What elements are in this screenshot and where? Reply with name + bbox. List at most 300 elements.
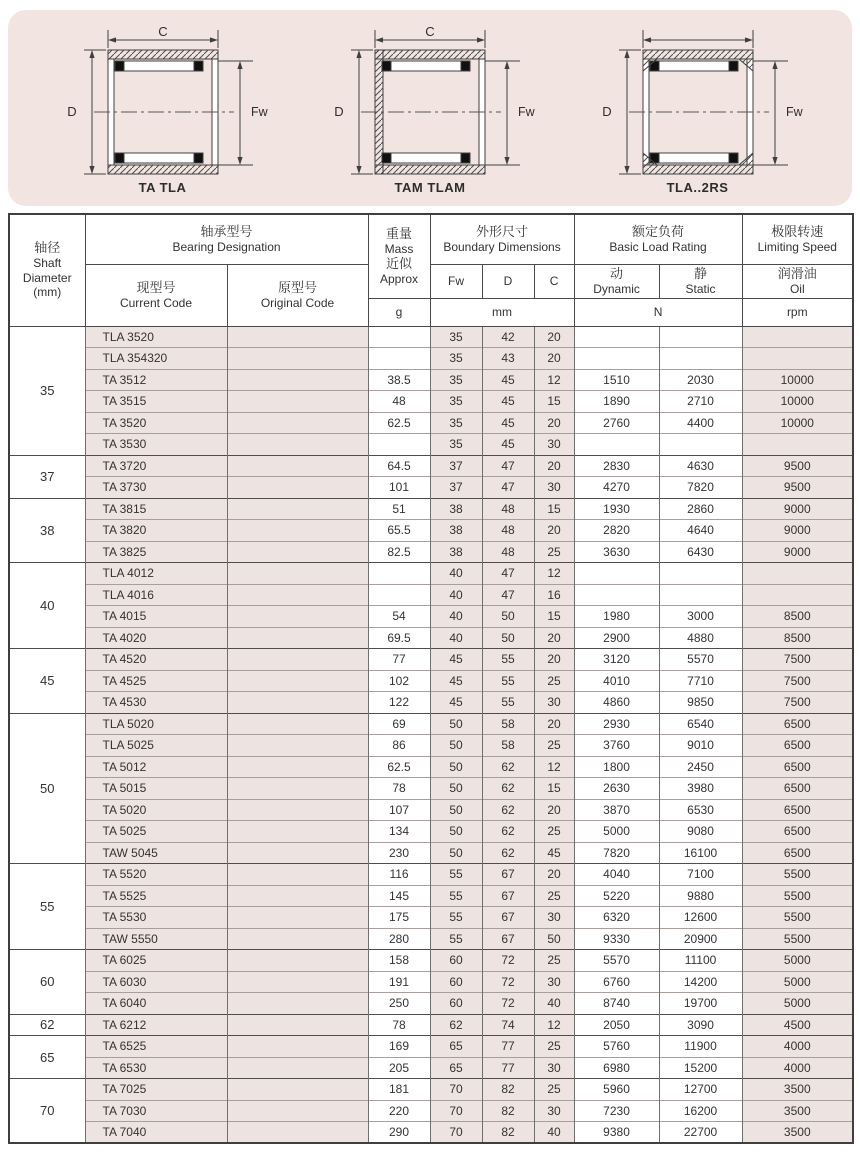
original-code-cell <box>227 348 368 370</box>
c-cell: 25 <box>534 821 574 843</box>
oil-speed-cell: 9500 <box>742 477 853 499</box>
current-code-cell: TLA 354320 <box>85 348 227 370</box>
fw-cell: 70 <box>430 1122 482 1144</box>
original-code-cell <box>227 326 368 348</box>
oil-speed-cell: 6500 <box>742 778 853 800</box>
c-cell: 15 <box>534 606 574 628</box>
shaft-diameter-cell: 62 <box>9 1014 85 1036</box>
fw-cell: 38 <box>430 498 482 520</box>
shaft-diameter-cell: 60 <box>9 950 85 1015</box>
dim-c <box>643 30 753 48</box>
fw-cell: 45 <box>430 692 482 714</box>
mass-cell: 220 <box>368 1100 430 1122</box>
oil-speed-cell: 7500 <box>742 670 853 692</box>
current-code-cell: TA 7040 <box>85 1122 227 1144</box>
dynamic-load-cell: 5000 <box>574 821 659 843</box>
original-code-cell <box>227 1100 368 1122</box>
shaft-diameter-cell: 37 <box>9 455 85 498</box>
static-load-cell: 16200 <box>659 1100 742 1122</box>
dynamic-load-cell: 1800 <box>574 756 659 778</box>
oil-speed-cell: 5000 <box>742 993 853 1015</box>
current-code-cell: TA 4015 <box>85 606 227 628</box>
static-load-cell: 15200 <box>659 1057 742 1079</box>
c-cell: 45 <box>534 842 574 864</box>
table-row <box>9 756 853 778</box>
oil-speed-cell: 6500 <box>742 735 853 757</box>
original-code-cell <box>227 928 368 950</box>
dim-fw <box>214 61 253 165</box>
unit-mass: g <box>368 298 430 326</box>
table-row <box>9 1079 853 1101</box>
d-cell: 72 <box>482 950 534 972</box>
dynamic-load-cell: 3760 <box>574 735 659 757</box>
dynamic-load-cell: 1930 <box>574 498 659 520</box>
mass-cell: 230 <box>368 842 430 864</box>
original-code-cell <box>227 369 368 391</box>
header-fw: Fw <box>430 264 482 298</box>
fw-cell: 37 <box>430 455 482 477</box>
table-row <box>9 950 853 972</box>
fw-cell: 70 <box>430 1100 482 1122</box>
table-row <box>9 821 853 843</box>
table-row <box>9 1014 853 1036</box>
d-cell: 77 <box>482 1057 534 1079</box>
mass-cell: 65.5 <box>368 520 430 542</box>
table-row <box>9 1122 853 1144</box>
fw-cell: 50 <box>430 842 482 864</box>
original-code-cell <box>227 842 368 864</box>
dynamic-load-cell <box>574 563 659 585</box>
current-code-cell: TA 3515 <box>85 391 227 413</box>
original-code-cell <box>227 971 368 993</box>
oil-speed-cell: 6500 <box>742 756 853 778</box>
original-code-cell <box>227 584 368 606</box>
mass-cell: 64.5 <box>368 455 430 477</box>
static-load-cell: 4400 <box>659 412 742 434</box>
original-code-cell <box>227 692 368 714</box>
shaft-diameter-cell: 70 <box>9 1079 85 1144</box>
table-row <box>9 713 853 735</box>
header-dynamic: 动 Dynamic <box>574 264 659 298</box>
mass-cell: 175 <box>368 907 430 929</box>
original-code-cell <box>227 821 368 843</box>
mass-cell <box>368 348 430 370</box>
static-load-cell: 14200 <box>659 971 742 993</box>
diagram-caption: TLA..2RS <box>666 179 729 195</box>
current-code-cell: TA 3520 <box>85 412 227 434</box>
fw-cell: 50 <box>430 821 482 843</box>
table-row <box>9 864 853 886</box>
current-code-cell: TA 5025 <box>85 821 227 843</box>
original-code-cell <box>227 477 368 499</box>
mass-cell: 169 <box>368 1036 430 1058</box>
unit-load: N <box>574 298 742 326</box>
header-shaft-diameter: 轴径 Shaft Diameter (mm) <box>9 214 85 326</box>
oil-speed-cell: 4500 <box>742 1014 853 1036</box>
dim-label-d: D <box>334 103 344 119</box>
unit-speed: rpm <box>742 298 853 326</box>
d-cell: 72 <box>482 971 534 993</box>
d-cell: 62 <box>482 842 534 864</box>
mass-cell: 78 <box>368 778 430 800</box>
c-cell: 30 <box>534 692 574 714</box>
static-load-cell: 4640 <box>659 520 742 542</box>
fw-cell: 35 <box>430 348 482 370</box>
table-row <box>9 477 853 499</box>
original-code-cell <box>227 735 368 757</box>
current-code-cell: TA 7030 <box>85 1100 227 1122</box>
original-code-cell <box>227 713 368 735</box>
d-cell: 47 <box>482 455 534 477</box>
c-cell: 25 <box>534 735 574 757</box>
static-load-cell: 9010 <box>659 735 742 757</box>
mass-cell: 78 <box>368 1014 430 1036</box>
shaft-diameter-cell: 40 <box>9 563 85 649</box>
d-cell: 62 <box>482 821 534 843</box>
oil-speed-cell: 10000 <box>742 369 853 391</box>
d-cell: 45 <box>482 412 534 434</box>
dynamic-load-cell: 5570 <box>574 950 659 972</box>
dynamic-load-cell <box>574 584 659 606</box>
dynamic-load-cell: 9380 <box>574 1122 659 1144</box>
oil-speed-cell: 6500 <box>742 713 853 735</box>
original-code-cell <box>227 520 368 542</box>
dynamic-load-cell: 1980 <box>574 606 659 628</box>
fw-cell: 55 <box>430 928 482 950</box>
dynamic-load-cell: 4860 <box>574 692 659 714</box>
current-code-cell: TA 5012 <box>85 756 227 778</box>
c-cell: 30 <box>534 477 574 499</box>
static-load-cell: 5570 <box>659 649 742 671</box>
c-cell: 20 <box>534 649 574 671</box>
mass-cell: 69 <box>368 713 430 735</box>
d-cell: 82 <box>482 1079 534 1101</box>
d-cell: 58 <box>482 735 534 757</box>
bearing-table-body <box>9 326 853 1143</box>
header-limiting-speed: 极限转速 Limiting Speed <box>742 214 853 264</box>
static-load-cell <box>659 434 742 456</box>
dynamic-load-cell: 2930 <box>574 713 659 735</box>
table-row <box>9 735 853 757</box>
d-cell: 45 <box>482 434 534 456</box>
bearing-cross-section-drawing <box>583 24 813 182</box>
header-static: 静 Static <box>659 264 742 298</box>
bearing-cross-section-drawing <box>315 24 545 182</box>
original-code-cell <box>227 563 368 585</box>
static-load-cell: 7820 <box>659 477 742 499</box>
c-cell: 25 <box>534 541 574 563</box>
current-code-cell: TA 5020 <box>85 799 227 821</box>
oil-speed-cell: 7500 <box>742 649 853 671</box>
c-cell: 20 <box>534 326 574 348</box>
oil-speed-cell <box>742 563 853 585</box>
header-basic-load-rating: 额定负荷 Basic Load Rating <box>574 214 742 264</box>
oil-speed-cell: 7500 <box>742 692 853 714</box>
c-cell: 15 <box>534 391 574 413</box>
c-cell: 12 <box>534 1014 574 1036</box>
original-code-cell <box>227 541 368 563</box>
original-code-cell <box>227 649 368 671</box>
static-load-cell: 3980 <box>659 778 742 800</box>
d-cell: 48 <box>482 520 534 542</box>
diagram-caption: TAM TLAM <box>394 179 466 195</box>
mass-cell: 290 <box>368 1122 430 1144</box>
current-code-cell: TA 5015 <box>85 778 227 800</box>
dynamic-load-cell: 7230 <box>574 1100 659 1122</box>
d-cell: 62 <box>482 778 534 800</box>
d-cell: 58 <box>482 713 534 735</box>
bearing-diagram-2 <box>311 24 549 195</box>
d-cell: 50 <box>482 606 534 628</box>
fw-cell: 50 <box>430 713 482 735</box>
d-cell: 47 <box>482 563 534 585</box>
bearing-diagram-1 <box>44 24 282 195</box>
fw-cell: 50 <box>430 778 482 800</box>
table-row <box>9 885 853 907</box>
current-code-cell: TA 4530 <box>85 692 227 714</box>
d-cell: 47 <box>482 477 534 499</box>
original-code-cell <box>227 778 368 800</box>
d-cell: 74 <box>482 1014 534 1036</box>
bearing-spec-table <box>8 213 854 1144</box>
fw-cell: 65 <box>430 1057 482 1079</box>
dynamic-load-cell: 4040 <box>574 864 659 886</box>
table-row <box>9 1036 853 1058</box>
fw-cell: 55 <box>430 864 482 886</box>
table-row <box>9 455 853 477</box>
c-cell: 20 <box>534 520 574 542</box>
current-code-cell: TA 4520 <box>85 649 227 671</box>
c-cell: 20 <box>534 713 574 735</box>
c-cell: 20 <box>534 412 574 434</box>
fw-cell: 35 <box>430 369 482 391</box>
header-mass: 重量 Mass 近似 Approx <box>368 214 430 298</box>
dynamic-load-cell: 2900 <box>574 627 659 649</box>
fw-cell: 60 <box>430 993 482 1015</box>
original-code-cell <box>227 950 368 972</box>
table-row <box>9 369 853 391</box>
fw-cell: 65 <box>430 1036 482 1058</box>
current-code-cell: TAW 5550 <box>85 928 227 950</box>
table-row <box>9 326 853 348</box>
original-code-cell <box>227 1079 368 1101</box>
table-row <box>9 563 853 585</box>
table-row <box>9 907 853 929</box>
d-cell: 82 <box>482 1100 534 1122</box>
header-current-code: 现型号 Current Code <box>85 264 227 326</box>
table-row <box>9 670 853 692</box>
bearing-diagrams-panel <box>8 10 852 206</box>
dynamic-load-cell: 1890 <box>574 391 659 413</box>
fw-cell: 55 <box>430 885 482 907</box>
c-cell: 30 <box>534 1100 574 1122</box>
current-code-cell: TA 6040 <box>85 993 227 1015</box>
shaft-diameter-cell: 45 <box>9 649 85 714</box>
shaft-diameter-cell: 50 <box>9 713 85 864</box>
dynamic-load-cell: 9330 <box>574 928 659 950</box>
shaft-diameter-cell: 35 <box>9 326 85 455</box>
table-row <box>9 606 853 628</box>
mass-cell: 250 <box>368 993 430 1015</box>
fw-cell: 60 <box>430 950 482 972</box>
dynamic-load-cell: 8740 <box>574 993 659 1015</box>
static-load-cell: 20900 <box>659 928 742 950</box>
current-code-cell: TA 3815 <box>85 498 227 520</box>
mass-cell: 102 <box>368 670 430 692</box>
c-cell: 25 <box>534 1036 574 1058</box>
shaft-diameter-cell: 38 <box>9 498 85 563</box>
static-load-cell <box>659 563 742 585</box>
oil-speed-cell <box>742 584 853 606</box>
static-load-cell: 4630 <box>659 455 742 477</box>
dynamic-load-cell: 2760 <box>574 412 659 434</box>
table-row <box>9 1057 853 1079</box>
table-row <box>9 971 853 993</box>
dynamic-load-cell <box>574 434 659 456</box>
static-load-cell <box>659 348 742 370</box>
oil-speed-cell: 5500 <box>742 864 853 886</box>
oil-speed-cell: 10000 <box>742 412 853 434</box>
oil-speed-cell: 8500 <box>742 606 853 628</box>
mass-cell: 134 <box>368 821 430 843</box>
mass-cell: 86 <box>368 735 430 757</box>
original-code-cell <box>227 864 368 886</box>
fw-cell: 38 <box>430 520 482 542</box>
dynamic-load-cell: 7820 <box>574 842 659 864</box>
oil-speed-cell: 5000 <box>742 971 853 993</box>
c-cell: 30 <box>534 434 574 456</box>
mass-cell: 48 <box>368 391 430 413</box>
original-code-cell <box>227 907 368 929</box>
current-code-cell: TLA 3520 <box>85 326 227 348</box>
dim-fw <box>481 61 520 165</box>
mass-cell: 145 <box>368 885 430 907</box>
dynamic-load-cell: 4270 <box>574 477 659 499</box>
oil-speed-cell: 3500 <box>742 1122 853 1144</box>
mass-cell <box>368 563 430 585</box>
table-header <box>9 214 853 326</box>
dynamic-load-cell: 6760 <box>574 971 659 993</box>
d-cell: 45 <box>482 391 534 413</box>
oil-speed-cell <box>742 326 853 348</box>
mass-cell: 107 <box>368 799 430 821</box>
mass-cell: 116 <box>368 864 430 886</box>
static-load-cell: 9080 <box>659 821 742 843</box>
dynamic-load-cell: 2830 <box>574 455 659 477</box>
d-cell: 42 <box>482 326 534 348</box>
table-row <box>9 993 853 1015</box>
current-code-cell: TAW 5045 <box>85 842 227 864</box>
table-row <box>9 541 853 563</box>
mass-cell: 205 <box>368 1057 430 1079</box>
current-code-cell: TA 6030 <box>85 971 227 993</box>
original-code-cell <box>227 391 368 413</box>
oil-speed-cell: 10000 <box>742 391 853 413</box>
shaft-diameter-cell: 65 <box>9 1036 85 1079</box>
mass-cell <box>368 584 430 606</box>
dim-label-d: D <box>66 103 77 119</box>
fw-cell: 35 <box>430 391 482 413</box>
oil-speed-cell: 9500 <box>742 455 853 477</box>
d-cell: 62 <box>482 756 534 778</box>
diagram-caption: TA TLA <box>138 179 187 195</box>
fw-cell: 55 <box>430 907 482 929</box>
current-code-cell: TA 3730 <box>85 477 227 499</box>
c-cell: 20 <box>534 348 574 370</box>
original-code-cell <box>227 434 368 456</box>
d-cell: 47 <box>482 584 534 606</box>
d-cell: 67 <box>482 928 534 950</box>
current-code-cell: TA 5525 <box>85 885 227 907</box>
mass-cell: 122 <box>368 692 430 714</box>
c-cell: 25 <box>534 885 574 907</box>
current-code-cell: TLA 5020 <box>85 713 227 735</box>
dynamic-load-cell: 5760 <box>574 1036 659 1058</box>
c-cell: 25 <box>534 1079 574 1101</box>
c-cell: 20 <box>534 455 574 477</box>
mass-cell: 280 <box>368 928 430 950</box>
fw-cell: 37 <box>430 477 482 499</box>
c-cell: 30 <box>534 907 574 929</box>
current-code-cell: TA 4020 <box>85 627 227 649</box>
c-cell: 40 <box>534 1122 574 1144</box>
oil-speed-cell: 9000 <box>742 498 853 520</box>
mass-cell: 77 <box>368 649 430 671</box>
oil-speed-cell: 3500 <box>742 1079 853 1101</box>
oil-speed-cell: 4000 <box>742 1036 853 1058</box>
current-code-cell: TLA 4012 <box>85 563 227 585</box>
oil-speed-cell: 6500 <box>742 799 853 821</box>
header-c: C <box>534 264 574 298</box>
table-row <box>9 434 853 456</box>
fw-cell: 62 <box>430 1014 482 1036</box>
dim-fw <box>749 61 788 165</box>
mass-cell: 101 <box>368 477 430 499</box>
static-load-cell: 4880 <box>659 627 742 649</box>
c-cell: 20 <box>534 799 574 821</box>
bearing-diagram-3 <box>579 24 817 195</box>
table-row <box>9 348 853 370</box>
dynamic-load-cell: 4010 <box>574 670 659 692</box>
original-code-cell <box>227 799 368 821</box>
d-cell: 77 <box>482 1036 534 1058</box>
original-code-cell <box>227 1036 368 1058</box>
shaft-diameter-cell: 55 <box>9 864 85 950</box>
dynamic-load-cell: 1510 <box>574 369 659 391</box>
oil-speed-cell: 4000 <box>742 1057 853 1079</box>
current-code-cell: TLA 4016 <box>85 584 227 606</box>
mass-cell: 38.5 <box>368 369 430 391</box>
catalog-page <box>0 10 860 1169</box>
table-row <box>9 1100 853 1122</box>
static-load-cell: 9880 <box>659 885 742 907</box>
dynamic-load-cell: 2820 <box>574 520 659 542</box>
original-code-cell <box>227 993 368 1015</box>
original-code-cell <box>227 670 368 692</box>
current-code-cell: TA 6025 <box>85 950 227 972</box>
d-cell: 67 <box>482 885 534 907</box>
current-code-cell: TA 3720 <box>85 455 227 477</box>
oil-speed-cell: 9000 <box>742 541 853 563</box>
dynamic-load-cell: 6980 <box>574 1057 659 1079</box>
header-original-code: 原型号 Original Code <box>227 264 368 326</box>
original-code-cell <box>227 1014 368 1036</box>
c-cell: 15 <box>534 498 574 520</box>
oil-speed-cell <box>742 434 853 456</box>
d-cell: 67 <box>482 907 534 929</box>
fw-cell: 40 <box>430 584 482 606</box>
header-boundary-dimensions: 外形尺寸 Boundary Dimensions <box>430 214 574 264</box>
